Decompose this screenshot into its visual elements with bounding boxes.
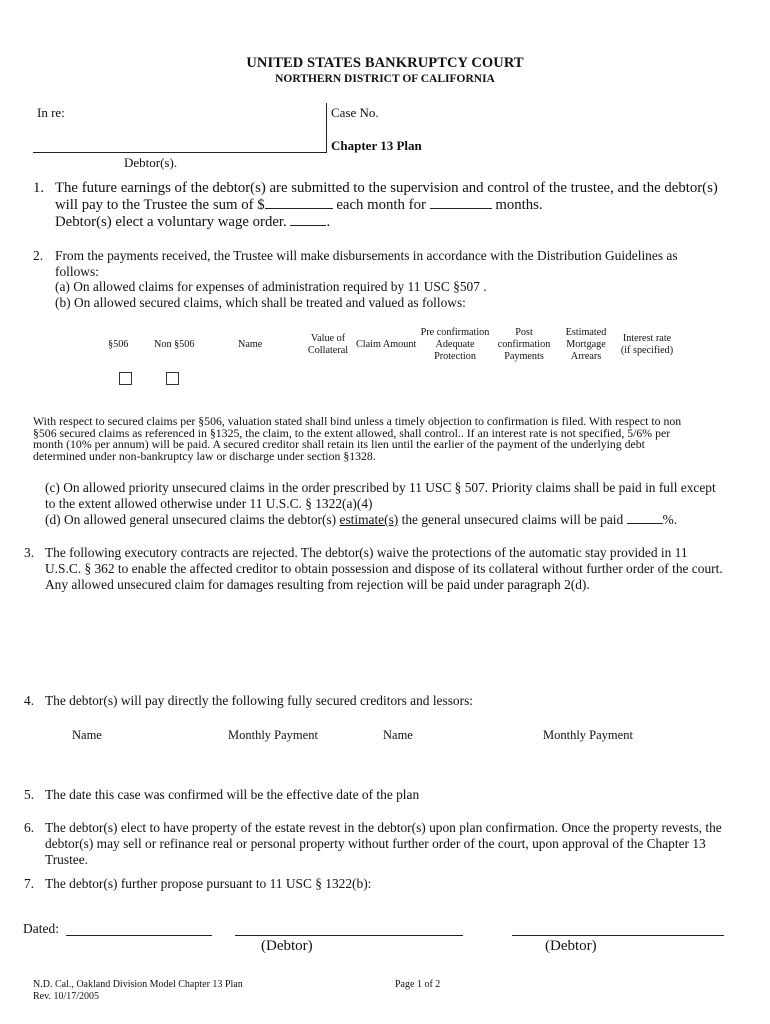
col-pre-line2: Adequate bbox=[435, 339, 475, 350]
secured-claims-note bbox=[33, 416, 740, 462]
col-int-line1: Interest rate bbox=[622, 333, 672, 344]
p2-d-text1: (d) On allowed general unsecured claims the debtor(s) bbox=[45, 512, 337, 527]
p2-item-d bbox=[45, 512, 750, 528]
p1-wage-text: Debtor(s) elect a voluntary wage order. bbox=[55, 214, 287, 230]
p2-item-a: (a) On allowed claims for expenses of administration required by 11 USC §507 . bbox=[55, 279, 487, 294]
col-post-line1: Post bbox=[515, 327, 533, 338]
debtor-label-1: (Debtor) bbox=[261, 938, 313, 954]
date-line bbox=[66, 935, 212, 936]
wage-order-blank bbox=[290, 225, 326, 226]
p7-text: The debtor(s) further propose pursuant to 11 USC § 1322(b): bbox=[45, 876, 372, 891]
footer-revision: Rev. 10/17/2005 bbox=[33, 991, 100, 1002]
p6-number: 6. bbox=[24, 820, 35, 835]
caption-divider bbox=[326, 103, 327, 153]
p3-line2: U.S.C. § 362 to enable the affected creditor to obtain possession and dispose of its collateral without further order of the court. bbox=[45, 561, 723, 576]
footer-form-name: N.D. Cal., Oakland Division Model Chapter 13 Plan bbox=[33, 979, 243, 990]
col-est-line1: Estimated bbox=[565, 327, 607, 338]
col-value-line1: Value of bbox=[310, 333, 346, 344]
col-506: §506 bbox=[108, 339, 129, 350]
col-post-confirmation bbox=[494, 327, 554, 363]
col-est-line3: Arrears bbox=[570, 351, 602, 362]
months-blank bbox=[430, 208, 492, 209]
p2-line1: From the payments received, the Trustee will make disbursements in accordance with the Distribution Guidelines as bbox=[55, 248, 678, 263]
note-line3: month (10% per annum) will be paid. A secured creditor shall retain its lien until the earlier of the payment of the underlying debt bbox=[33, 437, 645, 451]
p2-d-percent: %. bbox=[662, 512, 678, 527]
col-name: Name bbox=[238, 339, 263, 350]
p1-months-text: months. bbox=[495, 197, 543, 213]
col-interest-rate bbox=[617, 333, 677, 357]
p1-month-text: each month for bbox=[336, 197, 426, 213]
paragraph-2-cd bbox=[45, 480, 750, 528]
p1-sum-text: will pay to the Trustee the sum of $ bbox=[55, 197, 265, 213]
section-506-checkbox[interactable] bbox=[119, 372, 132, 385]
non-506-checkbox[interactable] bbox=[166, 372, 179, 385]
col-post-line3: Payments bbox=[504, 351, 544, 362]
col-int-line2: (if specified) bbox=[620, 345, 674, 356]
col-post-line2: confirmation bbox=[497, 339, 551, 350]
paragraph-2 bbox=[55, 248, 740, 310]
dated-label: Dated: bbox=[23, 921, 59, 936]
p5-text: The date this case was confirmed will be the effective date of the plan bbox=[45, 787, 420, 802]
p3-line3: Any allowed unsecured claim for damages resulting from rejection will be paid under paragraph 2(d). bbox=[45, 577, 590, 592]
paragraph-6 bbox=[45, 820, 750, 868]
p1-line2 bbox=[55, 197, 755, 214]
estimate-text: estimate(s) bbox=[339, 512, 399, 527]
note-line1: With respect to secured claims per §506, valuation stated shall bind unless a timely objection to confirmation is filed. With respect to non bbox=[33, 414, 682, 428]
p4-col-payment-2: Monthly Payment bbox=[543, 728, 633, 742]
p7-number: 7. bbox=[24, 876, 35, 891]
p2-item-c-line1: (c) On allowed priority unsecured claims in the order prescribed by 11 USC § 507. Priority claims shall be paid in full except bbox=[45, 480, 716, 495]
p4-text: The debtor(s) will pay directly the following fully secured creditors and lessors: bbox=[45, 693, 474, 708]
p4-col-name-2: Name bbox=[383, 728, 413, 742]
page-number: Page 1 of 2 bbox=[395, 979, 441, 990]
paragraph-3 bbox=[45, 545, 750, 593]
district-title: NORTHERN DISTRICT OF CALIFORNIA bbox=[275, 73, 495, 85]
p4-number: 4. bbox=[24, 693, 35, 708]
p2-item-b: (b) On allowed secured claims, which shall be treated and valued as follows: bbox=[55, 294, 466, 310]
p4-col-name-1: Name bbox=[72, 728, 102, 742]
p6-line1: The debtor(s) elect to have property of the estate revest in the debtor(s) upon plan confirmation. Once the property revests, the bbox=[45, 820, 722, 835]
p6-line2: debtor(s) may sell or refinance real or personal property without further order of the court, upon approval of the Chapter 13 bbox=[45, 836, 706, 851]
col-pre-confirmation bbox=[418, 327, 492, 363]
col-pre-line1: Pre confirmation bbox=[420, 327, 490, 338]
debtor-signature-line-2 bbox=[512, 935, 724, 936]
col-pre-line3: Protection bbox=[434, 351, 476, 362]
footer-left bbox=[33, 979, 243, 1003]
p4-col-payment-1: Monthly Payment bbox=[228, 728, 318, 742]
p1-line1: The future earnings of the debtor(s) are submitted to the supervision and control of the trustee, and the debtor(s) bbox=[55, 180, 718, 196]
col-value-collateral bbox=[302, 333, 354, 357]
p1-line3 bbox=[55, 214, 755, 231]
col-mortgage-arrears bbox=[560, 327, 612, 363]
p1-period: . bbox=[326, 214, 331, 230]
court-title: UNITED STATES BANKRUPTCY COURT bbox=[246, 55, 524, 71]
p5-number: 5. bbox=[24, 787, 35, 802]
paragraph-1 bbox=[55, 180, 755, 231]
in-re-label: In re: bbox=[37, 105, 65, 120]
col-claim-amount: Claim Amount bbox=[356, 339, 417, 350]
col-est-line2: Mortgage bbox=[566, 339, 606, 350]
p2-d-text2: the general unsecured claims will be paid bbox=[401, 512, 624, 527]
p6-line3: Trustee. bbox=[45, 852, 89, 867]
p3-line1: The following executory contracts are rejected. The debtor(s) waive the protections of the automatic stay provided in 11 bbox=[45, 545, 688, 560]
p2-line2: follows: bbox=[55, 263, 99, 279]
col-value-line2: Collateral bbox=[307, 345, 349, 356]
p2-item-c-line2: to the extent allowed otherwise under 11 U.S.C. § 1322(a)(4) bbox=[45, 496, 373, 511]
p2-number: 2. bbox=[33, 248, 44, 263]
chapter-title: Chapter 13 Plan bbox=[331, 138, 422, 153]
debtors-label: Debtor(s). bbox=[124, 155, 178, 170]
p1-number: 1. bbox=[33, 180, 45, 196]
debtor-label-2: (Debtor) bbox=[545, 938, 597, 954]
unsecured-percent-blank bbox=[627, 523, 663, 524]
col-non-506: Non §506 bbox=[154, 339, 195, 350]
case-no-label: Case No. bbox=[331, 105, 379, 120]
note-line4: determined under non-bankruptcy law or discharge under section §1328. bbox=[33, 448, 376, 463]
note-line2: §506 secured claims as referenced in §1325, the claim, to the extent allowed, shall control.. If an interest rate is not specified, 5/6% per bbox=[33, 425, 671, 440]
monthly-sum-blank bbox=[265, 208, 333, 209]
debtor-signature-line-1 bbox=[235, 935, 463, 936]
debtor-name-line bbox=[33, 152, 326, 153]
p3-number: 3. bbox=[24, 545, 35, 560]
